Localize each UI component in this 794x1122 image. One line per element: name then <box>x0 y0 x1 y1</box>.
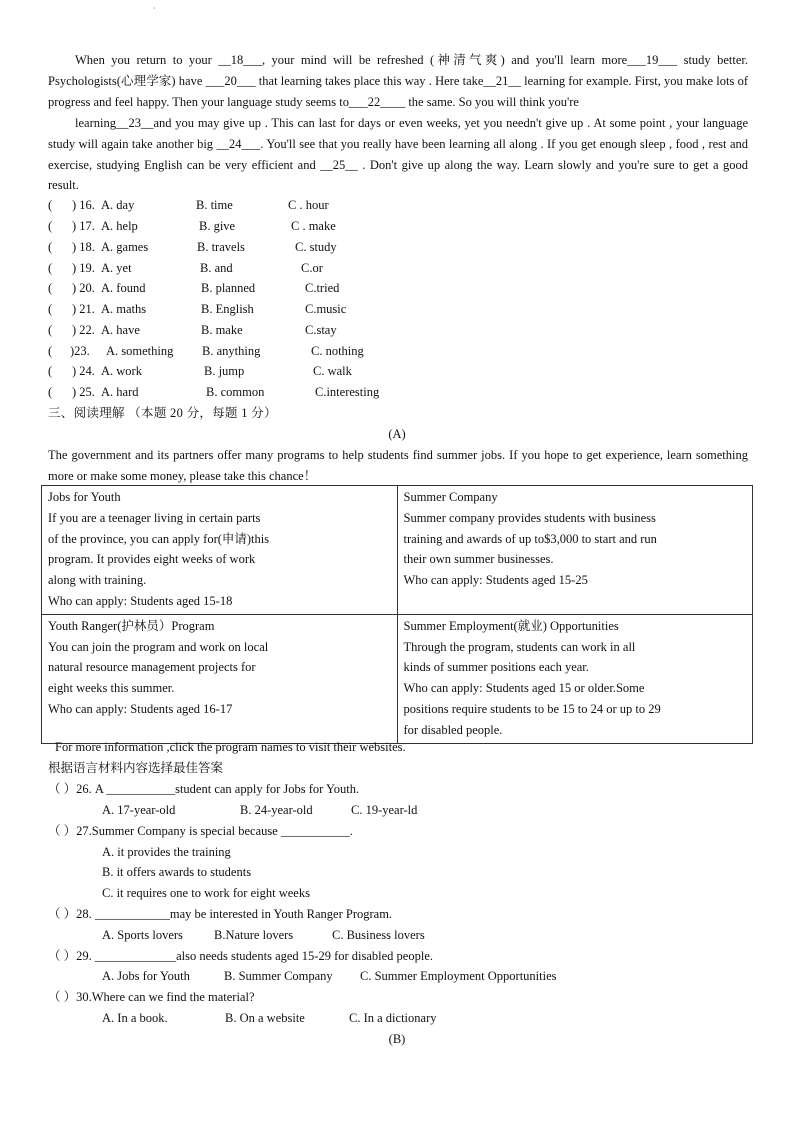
question-number: ) 24. <box>72 364 95 378</box>
more-info-note: For more information ,click the program names to visit their websites. <box>55 740 406 754</box>
programs-table <box>41 485 753 744</box>
question-29-option-c: C. Summer Employment Opportunities <box>360 969 557 983</box>
header-mark: · <box>153 4 156 13</box>
question-number: ) 19. <box>72 261 95 275</box>
question-27-option-c: C. it requires one to work for eight weeks <box>102 886 310 900</box>
option-a: A. have <box>101 323 140 337</box>
program-text: training and awards of up to$3,000 to start and run <box>403 531 657 546</box>
question-30-stem: （ ）30.Where can we find the material? <box>48 990 255 1004</box>
program-title-link[interactable]: Summer Company <box>403 490 498 504</box>
option-b: B. common <box>206 385 265 399</box>
question-28-stem: （ ）28. ____________may be interested in Youth Ranger Program. <box>48 907 393 921</box>
option-c: C. nothing <box>311 344 364 358</box>
program-eligibility: Who can apply: Students aged 15-18 <box>48 593 233 608</box>
option-c: C. walk <box>313 364 352 378</box>
program-text: along with training. <box>48 573 147 588</box>
option-a: A. maths <box>101 302 147 316</box>
option-b: B. anything <box>202 344 261 358</box>
option-c: C . make <box>291 219 336 233</box>
option-b: B. and <box>200 261 233 275</box>
question-26-option-c: C. 19-year-ld <box>351 803 418 817</box>
program-text: their own summer businesses. <box>403 552 554 567</box>
answer-paren[interactable]: ( <box>48 302 53 316</box>
question-27-stem: （ ）27.Summer Company is special because ___________. <box>48 824 353 838</box>
option-a: A. found <box>101 281 146 295</box>
instruction: 根据语言材料内容选择最佳答案 <box>48 761 224 775</box>
option-b: B. travels <box>197 240 245 254</box>
program-text: natural resource management projects for <box>48 660 256 675</box>
program-text: You can join the program and work on local <box>48 639 269 654</box>
program-text: of the province, you can apply for(申请)this <box>48 531 270 546</box>
question-number: ) 16. <box>72 198 95 212</box>
program-text: positions require students to be 15 to 24 or up to 29 <box>403 701 661 716</box>
question-30-option-b: B. On a website <box>225 1011 305 1025</box>
option-b: B. give <box>199 219 236 233</box>
question-number: ) 20. <box>72 281 95 295</box>
answer-paren[interactable]: ( <box>48 281 53 295</box>
option-a: A. games <box>101 240 149 254</box>
question-number: ) 21. <box>72 302 95 316</box>
option-a: A. something <box>106 344 174 358</box>
program-eligibility: Who can apply: Students aged 16-17 <box>48 701 233 716</box>
program-cell-summer-employment <box>397 614 753 743</box>
answer-paren[interactable]: ( <box>48 261 53 275</box>
answer-paren[interactable]: ( <box>48 344 53 358</box>
option-c: C. study <box>295 240 337 254</box>
option-a: A. yet <box>101 261 132 275</box>
program-text: program. It provides eight weeks of work <box>48 552 256 567</box>
question-26-option-b: B. 24-year-old <box>240 803 313 817</box>
program-title-link[interactable]: Jobs for Youth <box>48 490 121 504</box>
program-cell-jobs-for-youth <box>42 486 398 615</box>
question-number: )23. <box>70 344 90 358</box>
option-a: A. day <box>101 198 135 212</box>
question-26-option-a: A. 17-year-old <box>102 803 176 817</box>
program-title-link[interactable]: Youth Ranger(护林员）Program <box>48 618 215 633</box>
option-c: C.interesting <box>315 385 380 399</box>
part-b-label: (B) <box>388 1032 406 1046</box>
program-eligibility: Who can apply: Students aged 15 or older.Some <box>403 681 645 696</box>
part-a-label: (A) <box>388 427 406 441</box>
section-title: 三、阅读理解 （本题 20 分，每题 1 分） <box>48 406 277 420</box>
program-text: for disabled people. <box>403 722 503 737</box>
question-number: ) 22. <box>72 323 95 337</box>
program-title-link[interactable]: Summer Employment(就业) Opportunities <box>403 618 619 633</box>
option-b: B. jump <box>204 364 245 378</box>
option-a: A. work <box>101 364 142 378</box>
option-c: C.or <box>301 261 323 275</box>
question-number: ) 25. <box>72 385 95 399</box>
option-b: B. planned <box>201 281 256 295</box>
program-cell-summer-company <box>397 486 753 615</box>
option-b: B. English <box>201 302 254 316</box>
answer-paren[interactable]: ( <box>48 219 53 233</box>
option-c: C.music <box>305 302 347 316</box>
answer-paren[interactable]: ( <box>48 323 53 337</box>
answer-paren[interactable]: ( <box>48 385 53 399</box>
program-eligibility: Who can apply: Students aged 15-25 <box>403 573 588 588</box>
option-a: A. help <box>101 219 138 233</box>
cloze-passage-paragraph-2: learning__23__and you may give up . This can last for days or even weeks, yet you needn't give up . At some point , your language study will again take another big __24___. You'll see that you really have been learning all along . If you get enough sleep , food , rest and exercise, studying English can be very efficient and __25__ . Don't give up along the way. Learn slowly and you're sure to get a good result. <box>48 116 748 193</box>
program-text: Through the program, students can work in all <box>403 639 636 654</box>
question-28-option-c: C. Business lovers <box>332 928 425 942</box>
option-c: C.stay <box>305 323 337 337</box>
question-30-option-c: C. In a dictionary <box>349 1011 437 1025</box>
answer-paren[interactable]: ( <box>48 198 53 212</box>
question-29-option-b: B. Summer Company <box>224 969 333 983</box>
option-b: B. make <box>201 323 243 337</box>
answer-paren[interactable]: ( <box>48 240 53 254</box>
question-29-stem: （ ）29. _____________also needs students aged 15-29 for disabled people. <box>48 949 434 963</box>
question-28-option-b: B.Nature lovers <box>214 928 294 942</box>
question-27-option-b: B. it offers awards to students <box>102 865 252 879</box>
program-text: kinds of summer positions each year. <box>403 660 589 675</box>
cloze-passage-paragraph-1: When you return to your __18___, your mind will be refreshed (神清气爽) and you'll learn more___19___ study better. Psychologists(心理学家) have ___20___ that learning takes place this way . Here take__21__ learning for example. First, you make lots of progress and feel happy. Then your language study seems to___22____ the same. So you will think you're <box>48 53 748 109</box>
question-27-option-a: A. it provides the training <box>102 845 231 859</box>
option-c: C . hour <box>288 198 329 212</box>
program-cell-youth-ranger <box>42 614 398 743</box>
question-29-option-a: A. Jobs for Youth <box>102 969 190 983</box>
option-a: A. hard <box>101 385 139 399</box>
question-number: ) 17. <box>72 219 95 233</box>
answer-paren[interactable]: ( <box>48 364 53 378</box>
program-text: eight weeks this summer. <box>48 681 175 696</box>
reading-intro: The government and its partners offer many programs to help students find summer jobs. If you hope to get experience, learn something more or make some money, please take this chance！ <box>48 448 748 483</box>
program-text: If you are a teenager living in certain parts <box>48 510 261 525</box>
question-28-option-a: A. Sports lovers <box>102 928 183 942</box>
option-c: C.tried <box>305 281 340 295</box>
question-26-stem: （ ）26. A ___________student can apply for Jobs for Youth. <box>48 782 360 796</box>
option-b: B. time <box>196 198 233 212</box>
program-text: Summer company provides students with business <box>403 510 656 525</box>
question-30-option-a: A. In a book. <box>102 1011 168 1025</box>
question-number: ) 18. <box>72 240 95 254</box>
